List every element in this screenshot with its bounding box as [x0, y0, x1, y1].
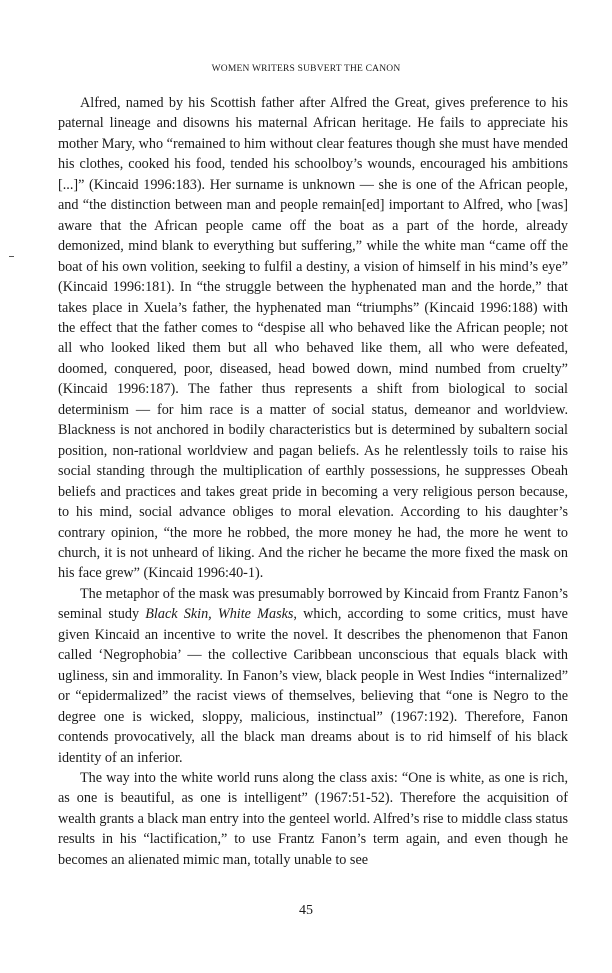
page-number: 45	[299, 903, 313, 918]
paragraph-3-text: The way into the white world runs along the class axis: “One is white, as one is rich, as one is beautiful, as one is intelligent” (1967:51-52). Therefore the acquisition of wealth grants a black man entry into the genteel world. Alfred’s rise to middle class status results in his “lactification,” to use Frantz Fanon’s term again, and even though he becomes an alienated mimic man, totally unable to see	[58, 769, 568, 868]
running-head: WOMEN WRITERS SUBVERT THE CANON	[211, 64, 401, 74]
book-title-black-skin-white-masks: Black Skin, White Masks	[145, 606, 294, 623]
body-text	[58, 93, 568, 870]
paragraph-3	[58, 768, 568, 870]
paragraph-2	[58, 584, 568, 768]
paragraph-1	[58, 93, 568, 584]
paragraph-1-text: Alfred, named by his Scottish father after Alfred the Great, gives preference to his paternal lineage and disowns his maternal African heritage. He fails to appreciate his mother Mary, who “remained to him without clear features though she must have mended his clothes, cooked his food, tended his schoolboy’s wounds, encouraged his ambitions [...]” (Kincaid 1996:183). Her surname is unknown — she is one of the African people, and “the distinction between man and people remain[ed] important to Alfred, who [was] aware that the African people came off the boat as a part of the horde, already demonized, mind blank to everything but suffering,” while the white man “came off the boat of his own volition, seeking to fulfil a destiny, a vision of himself in his mind’s eye” (Kincaid 1996:181). In “the struggle between the hyphenated man and the horde,” that takes place in Xuela’s father, the hyphenated man “triumphs” (Kincaid 1996:188) with the effect that the father comes to “despise all who behaved like the African people; not all who looked liked them but all who behaved like them, all who were defeated, doomed, conquered, poor, diseased, head bowed down, mind numbed from cruelty” (Kincaid 1996:187). The father thus represents a shift from biological to social determinism — for him race is a matter of social status, demeanor and worldview. Blackness is not anchored in bodily characteristics but is determined by subaltern social position, non-rational worldview and pagan beliefs. As he relentlessly toils to raise his social standing through the multiplication of earthly possessions, he suppresses Obeah beliefs and practices and takes great pride in becoming a very religious person because, to his mind, social advance obliges to moral elevation. According to his daughter’s contrary opinion, “the more he robbed, the more money he had, the more he went to church, it is not unheard of liking. And the richer he became the more fixed the mask on his face grew” (Kincaid 1996:40-1).	[58, 95, 568, 582]
paragraph-2-text-b: , which, according to some critics, must have given Kincaid an incentive to write the novel. It describes the phenomenon that Fanon called ‘Negrophobia’ — the collective Caribbean unconscious that equals black with ugliness, sin and immorality. In Fanon’s view, black people in West Indies “internalized” or “epidermalized” the racist views of themselves, believing that “one is Negro to the degree one is wicked, sloppy, malicious, instinctual” (1967:192). Therefore, Fanon contends provocatively, all the black man dreams about is to rid himself of his black identity of an inferior.	[58, 606, 568, 766]
margin-mark	[9, 256, 14, 257]
paragraph-2-text-a: The metaphor of the mask was presumably borrowed by Kincaid from Frantz Fanon’s seminal study	[58, 585, 568, 623]
